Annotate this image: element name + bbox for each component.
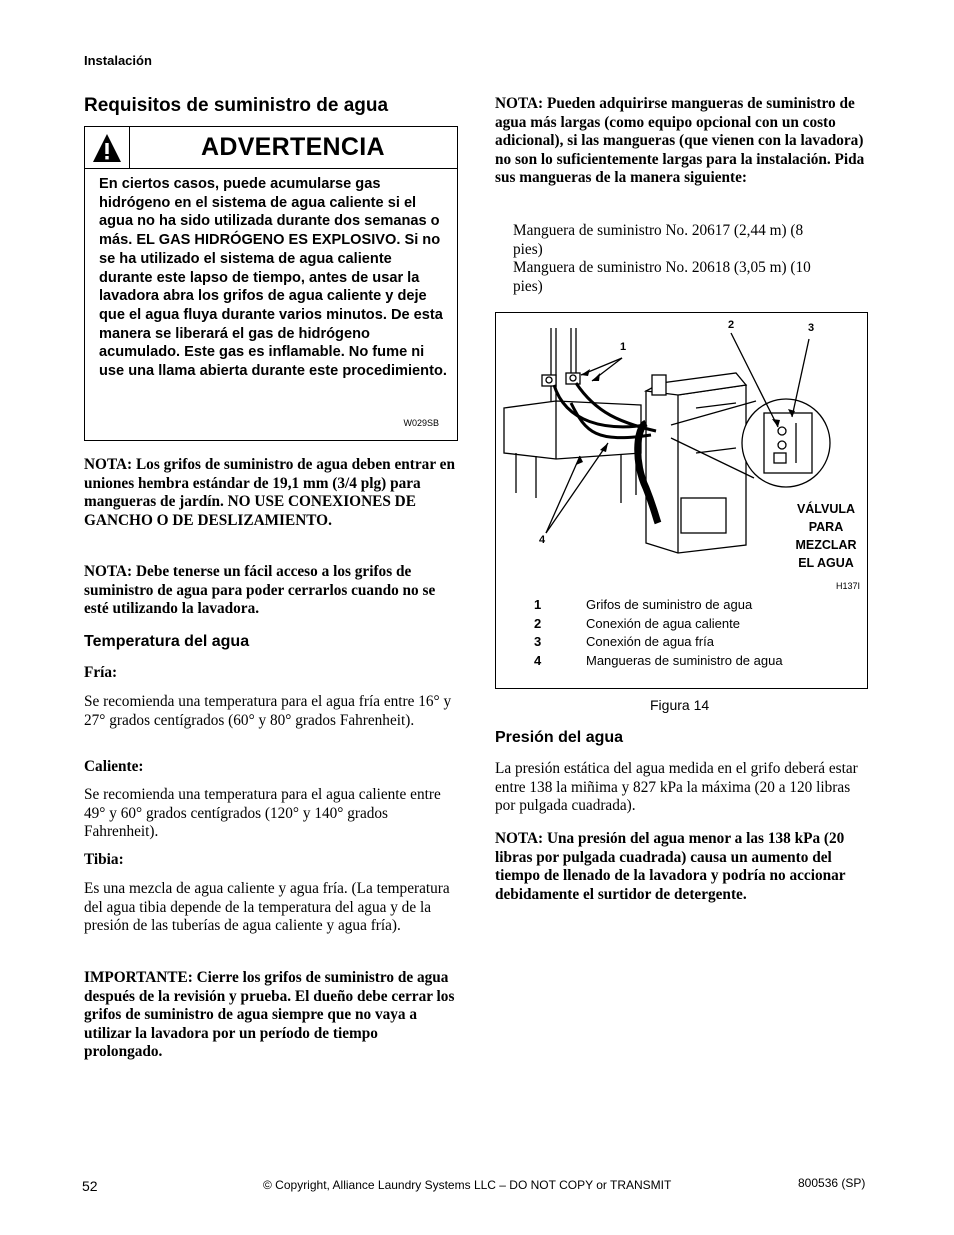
pressure-note: NOTA: Una presión del agua menor a las 138 kPa (20 libras por pulgada cuadrada) causa un aumento del tiempo de llenado de la lavadora y podría no accionar debidamente el surtidor de detergente.	[495, 830, 846, 903]
temperature-heading: Temperatura del agua	[84, 633, 250, 650]
figure-code: H137I	[836, 581, 861, 591]
pressure-heading: Presión del agua	[495, 729, 624, 746]
page-number: 52	[82, 1178, 98, 1194]
warning-title: ADVERTENCIA	[201, 133, 385, 161]
hot-text: Se recomienda una temperatura para el agua caliente entre 49° y 60° grados centígrados (120° y 140° grados Fahrenheit).	[84, 786, 441, 840]
warning-text: En ciertos casos, puede acumularse gas hidrógeno en el sistema de agua caliente si el agua no ha sido utilizada durante dos semanas o más. EL GAS HIDRÓGENO ES EXPLOSIVO. Si no se ha utilizado el sistema de agua caliente durante este lapso de tiempo, antes de usar la lavadora abra los grifos de agua caliente y deje que el agua fluya durante varios minutos. De esta manera se liberará el gas de hidrógeno acumulado. Este gas es inflamable. No fume ni use una llama abierta durante este procedimiento.	[99, 176, 447, 380]
hose-item-1: Manguera de suministro No. 20617 (2,44 m) (8 pies)	[513, 222, 804, 258]
callout-4: 4	[539, 534, 546, 546]
legend-row: 2 Conexión de agua caliente	[534, 615, 740, 631]
hose-item-2: Manguera de suministro No. 20618 (3,05 m) (10 pies)	[513, 259, 811, 295]
figure-caption: Figura 14	[650, 697, 710, 713]
page-title: Requisitos de suministro de agua	[84, 95, 389, 116]
document-number: 800536 (SP)	[798, 1176, 866, 1190]
cold-text: Se recomienda una temperatura para el agua fría entre 16° y 27° grados centígrados (60° y 80° grados Fahrenheit).	[84, 693, 452, 729]
callout-2: 2	[728, 319, 735, 331]
note-access: NOTA: Debe tenerse un fácil acceso a los grifos de suministro de agua para poder cerrarlos cuando no se esté utilizando la lavadora.	[84, 563, 436, 617]
legend-row: 3 Conexión de agua fría	[534, 634, 714, 650]
legend-row: 4 Mangueras de suministro de agua	[534, 653, 783, 669]
warning-triangle-icon	[92, 133, 122, 163]
figure-14	[495, 312, 868, 689]
callout-1: 1	[620, 341, 627, 353]
section-header: Instalación	[84, 53, 152, 68]
note-longer-hoses: NOTA: Pueden adquirirse mangueras de suministro de agua más largas (como equipo opcional con un costo adicional), si las mangueras (que vienen con la lavadora) no son lo suficientemente largas para la instalación. Pida sus mangueras de la manera siguiente:	[495, 95, 865, 186]
copyright: © Copyright, Alliance Laundry Systems LLC – DO NOT COPY or TRANSMIT	[263, 1178, 672, 1192]
mixing-valve-label: VÁLVULA PARA MEZCLAR EL AGUA	[795, 502, 857, 570]
legend-row: 1 Grifos de suministro de agua	[534, 597, 753, 612]
hot-label: Caliente:	[84, 758, 144, 775]
warning-code: W029SB	[403, 418, 439, 428]
pressure-text: La presión estática del agua medida en el grifo deberá estar entre 138 la miñima y 827 kPa la máxima (20 a 120 libras por pulgada cuadrada).	[495, 760, 858, 814]
warning-box	[84, 126, 458, 441]
cold-label: Fría:	[84, 664, 118, 681]
figure-legend	[534, 597, 854, 672]
warning-header	[85, 127, 457, 169]
warm-label: Tibia:	[84, 851, 124, 868]
callout-3: 3	[808, 322, 815, 334]
important-note: IMPORTANTE: Cierre los grifos de suministro de agua después de la revisión y prueba. El dueño debe cerrar los grifos de suministro de agua siempre que no vaya a utilizar la lavadora por un período de tiempo prolongado.	[84, 969, 455, 1060]
note-fittings: NOTA: Los grifos de suministro de agua deben entrar en uniones hembra estándar de 19,1 mm (3/4 plg) para mangueras de jardín. NO USE CONEXIONES DE GANCHO O DE DESLIZAMIENTO.	[84, 456, 455, 529]
warm-text: Es una mezcla de agua caliente y agua fría. (La temperatura del agua tibia depende de la temperatura del agua y de la presión de las tuberías de agua caliente y agua fría).	[84, 880, 450, 934]
